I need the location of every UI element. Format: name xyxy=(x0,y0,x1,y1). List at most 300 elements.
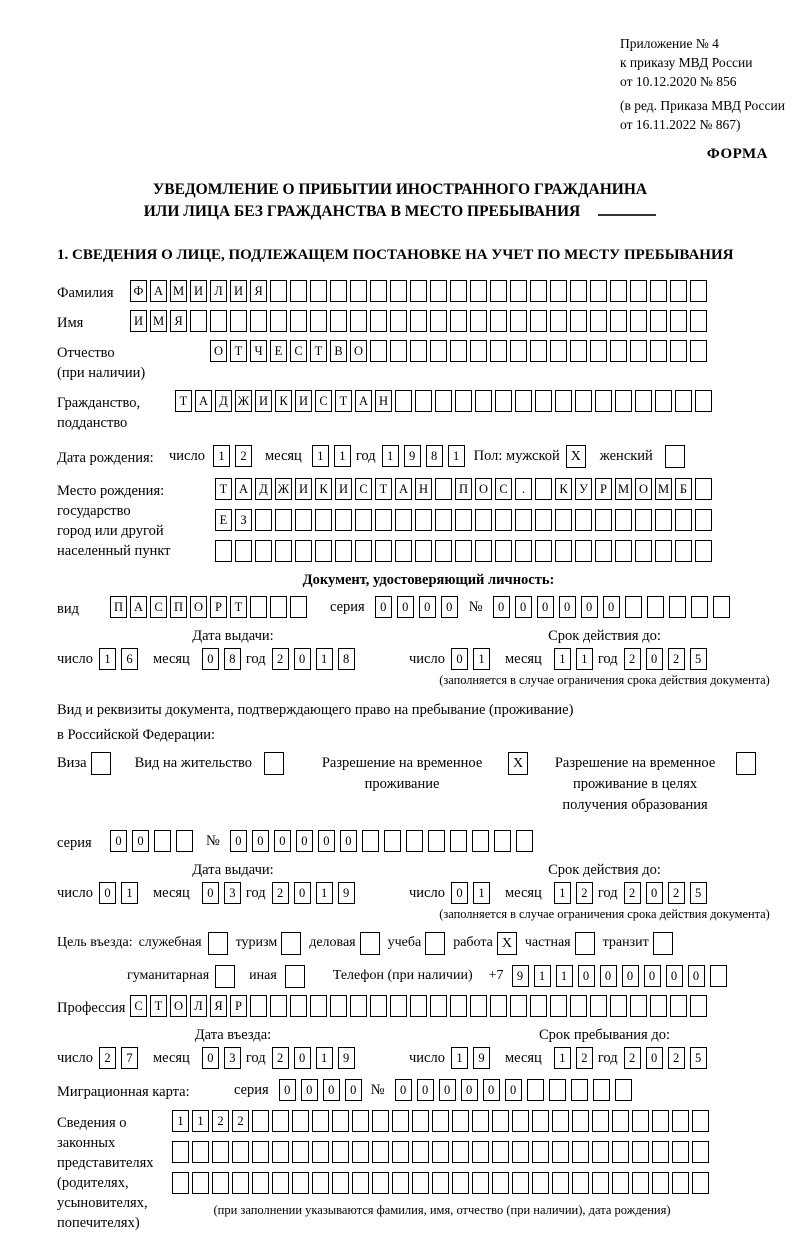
char-cell[interactable]: 0 xyxy=(419,596,436,618)
char-cell[interactable] xyxy=(690,340,707,362)
char-cell[interactable]: Р xyxy=(230,995,247,1017)
char-cell[interactable] xyxy=(270,310,287,332)
char-cell[interactable]: Т xyxy=(150,995,167,1017)
char-cell[interactable] xyxy=(430,340,447,362)
char-cell[interactable] xyxy=(390,995,407,1017)
char-cell[interactable] xyxy=(652,1110,669,1132)
char-cell[interactable] xyxy=(395,540,412,562)
char-cell[interactable]: Е xyxy=(215,509,232,531)
char-cell[interactable]: 9 xyxy=(512,965,529,987)
char-cell[interactable]: 0 xyxy=(340,830,357,852)
char-cell[interactable] xyxy=(312,1110,329,1132)
char-cell[interactable] xyxy=(410,280,427,302)
char-cell[interactable] xyxy=(412,1141,429,1163)
char-cell[interactable] xyxy=(690,280,707,302)
char-cell[interactable]: 0 xyxy=(688,965,705,987)
char-cell[interactable]: 0 xyxy=(646,882,663,904)
char-cell[interactable] xyxy=(510,340,527,362)
char-cell[interactable]: 0 xyxy=(578,965,595,987)
char-cell[interactable] xyxy=(552,1172,569,1194)
char-cell[interactable] xyxy=(550,995,567,1017)
char-cell[interactable] xyxy=(430,995,447,1017)
char-cell[interactable] xyxy=(492,1141,509,1163)
char-cell[interactable]: 0 xyxy=(202,1047,219,1069)
char-cell[interactable] xyxy=(315,540,332,562)
char-cell[interactable] xyxy=(370,340,387,362)
char-cell[interactable] xyxy=(292,1141,309,1163)
visa-checkbox[interactable] xyxy=(91,752,111,775)
char-cell[interactable] xyxy=(610,995,627,1017)
char-cell[interactable]: 0 xyxy=(252,830,269,852)
char-cell[interactable] xyxy=(532,1110,549,1132)
char-cell[interactable]: Ж xyxy=(275,478,292,500)
char-cell[interactable] xyxy=(675,390,692,412)
char-cell[interactable]: Т xyxy=(310,340,327,362)
char-cell[interactable] xyxy=(655,509,672,531)
char-cell[interactable]: 2 xyxy=(576,1047,593,1069)
char-cell[interactable] xyxy=(490,995,507,1017)
char-cell[interactable] xyxy=(691,596,708,618)
char-cell[interactable] xyxy=(695,509,712,531)
char-cell[interactable] xyxy=(370,310,387,332)
char-cell[interactable] xyxy=(669,596,686,618)
char-cell[interactable] xyxy=(452,1110,469,1132)
char-cell[interactable]: 0 xyxy=(646,648,663,670)
char-cell[interactable] xyxy=(593,1079,610,1101)
char-cell[interactable] xyxy=(432,1110,449,1132)
char-cell[interactable] xyxy=(215,540,232,562)
char-cell[interactable] xyxy=(510,280,527,302)
char-cell[interactable]: С xyxy=(150,596,167,618)
char-cell[interactable]: 2 xyxy=(624,882,641,904)
char-cell[interactable] xyxy=(675,540,692,562)
char-cell[interactable]: А xyxy=(395,478,412,500)
char-cell[interactable] xyxy=(516,830,533,852)
char-cell[interactable] xyxy=(335,540,352,562)
char-cell[interactable]: 0 xyxy=(294,882,311,904)
char-cell[interactable] xyxy=(690,995,707,1017)
char-cell[interactable]: А xyxy=(195,390,212,412)
char-cell[interactable]: 0 xyxy=(274,830,291,852)
char-cell[interactable] xyxy=(470,310,487,332)
char-cell[interactable] xyxy=(450,830,467,852)
char-cell[interactable] xyxy=(630,995,647,1017)
char-cell[interactable]: 2 xyxy=(668,648,685,670)
char-cell[interactable]: О xyxy=(475,478,492,500)
char-cell[interactable] xyxy=(410,995,427,1017)
char-cell[interactable] xyxy=(392,1110,409,1132)
char-cell[interactable]: Н xyxy=(415,478,432,500)
char-cell[interactable] xyxy=(595,540,612,562)
char-cell[interactable] xyxy=(395,390,412,412)
char-cell[interactable] xyxy=(632,1141,649,1163)
char-cell[interactable]: 0 xyxy=(644,965,661,987)
char-cell[interactable] xyxy=(635,509,652,531)
char-cell[interactable]: 0 xyxy=(493,596,510,618)
char-cell[interactable]: 0 xyxy=(294,1047,311,1069)
char-cell[interactable] xyxy=(615,1079,632,1101)
char-cell[interactable]: М xyxy=(150,310,167,332)
char-cell[interactable] xyxy=(652,1172,669,1194)
char-cell[interactable] xyxy=(192,1172,209,1194)
char-cell[interactable] xyxy=(415,540,432,562)
char-cell[interactable] xyxy=(250,995,267,1017)
char-cell[interactable]: О xyxy=(350,340,367,362)
char-cell[interactable] xyxy=(490,310,507,332)
char-cell[interactable] xyxy=(472,1141,489,1163)
char-cell[interactable] xyxy=(392,1172,409,1194)
char-cell[interactable] xyxy=(252,1110,269,1132)
char-cell[interactable] xyxy=(494,830,511,852)
char-cell[interactable]: М xyxy=(615,478,632,500)
char-cell[interactable] xyxy=(270,596,287,618)
char-cell[interactable] xyxy=(590,995,607,1017)
char-cell[interactable] xyxy=(355,509,372,531)
char-cell[interactable] xyxy=(210,310,227,332)
char-cell[interactable]: 0 xyxy=(132,830,149,852)
char-cell[interactable]: 0 xyxy=(451,648,468,670)
char-cell[interactable] xyxy=(552,1141,569,1163)
char-cell[interactable]: 0 xyxy=(581,596,598,618)
char-cell[interactable]: Л xyxy=(190,995,207,1017)
char-cell[interactable] xyxy=(475,540,492,562)
char-cell[interactable] xyxy=(250,596,267,618)
char-cell[interactable] xyxy=(470,340,487,362)
char-cell[interactable]: 2 xyxy=(624,648,641,670)
char-cell[interactable] xyxy=(390,340,407,362)
char-cell[interactable] xyxy=(515,509,532,531)
char-cell[interactable]: И xyxy=(230,280,247,302)
char-cell[interactable] xyxy=(352,1110,369,1132)
char-cell[interactable]: 5 xyxy=(690,882,707,904)
char-cell[interactable] xyxy=(435,509,452,531)
char-cell[interactable] xyxy=(412,1110,429,1132)
char-cell[interactable] xyxy=(635,540,652,562)
char-cell[interactable] xyxy=(450,280,467,302)
purpose-other-checkbox[interactable] xyxy=(285,965,305,988)
char-cell[interactable] xyxy=(472,1172,489,1194)
char-cell[interactable]: 0 xyxy=(603,596,620,618)
char-cell[interactable]: 8 xyxy=(338,648,355,670)
char-cell[interactable]: 2 xyxy=(576,882,593,904)
char-cell[interactable]: 0 xyxy=(483,1079,500,1101)
char-cell[interactable]: 9 xyxy=(473,1047,490,1069)
char-cell[interactable] xyxy=(672,1172,689,1194)
char-cell[interactable]: 0 xyxy=(375,596,392,618)
char-cell[interactable]: 0 xyxy=(296,830,313,852)
char-cell[interactable] xyxy=(430,280,447,302)
char-cell[interactable] xyxy=(384,830,401,852)
char-cell[interactable]: К xyxy=(275,390,292,412)
char-cell[interactable]: 2 xyxy=(232,1110,249,1132)
char-cell[interactable]: 0 xyxy=(294,648,311,670)
char-cell[interactable] xyxy=(370,995,387,1017)
char-cell[interactable]: 1 xyxy=(554,882,571,904)
char-cell[interactable] xyxy=(395,509,412,531)
char-cell[interactable] xyxy=(630,280,647,302)
char-cell[interactable]: 9 xyxy=(338,882,355,904)
char-cell[interactable]: 0 xyxy=(559,596,576,618)
char-cell[interactable] xyxy=(295,509,312,531)
char-cell[interactable] xyxy=(410,340,427,362)
purpose-tourism-checkbox[interactable] xyxy=(281,932,301,955)
char-cell[interactable] xyxy=(232,1172,249,1194)
char-cell[interactable] xyxy=(650,340,667,362)
char-cell[interactable]: 1 xyxy=(316,882,333,904)
char-cell[interactable]: Ч xyxy=(250,340,267,362)
char-cell[interactable] xyxy=(432,1141,449,1163)
char-cell[interactable] xyxy=(555,509,572,531)
char-cell[interactable] xyxy=(406,830,423,852)
char-cell[interactable]: 1 xyxy=(316,648,333,670)
char-cell[interactable] xyxy=(490,280,507,302)
char-cell[interactable]: 1 xyxy=(121,882,138,904)
purpose-study-checkbox[interactable] xyxy=(425,932,445,955)
purpose-humanitarian-checkbox[interactable] xyxy=(215,965,235,988)
char-cell[interactable] xyxy=(390,280,407,302)
char-cell[interactable] xyxy=(495,540,512,562)
char-cell[interactable] xyxy=(630,310,647,332)
char-cell[interactable]: 1 xyxy=(473,882,490,904)
char-cell[interactable] xyxy=(635,390,652,412)
char-cell[interactable] xyxy=(362,830,379,852)
char-cell[interactable] xyxy=(650,995,667,1017)
char-cell[interactable] xyxy=(295,540,312,562)
char-cell[interactable] xyxy=(713,596,730,618)
char-cell[interactable] xyxy=(610,280,627,302)
char-cell[interactable] xyxy=(330,280,347,302)
char-cell[interactable] xyxy=(452,1141,469,1163)
char-cell[interactable] xyxy=(625,596,642,618)
temp-residence-checkbox[interactable]: X xyxy=(508,752,528,775)
char-cell[interactable] xyxy=(512,1110,529,1132)
char-cell[interactable] xyxy=(570,280,587,302)
char-cell[interactable] xyxy=(435,540,452,562)
char-cell[interactable] xyxy=(192,1141,209,1163)
char-cell[interactable] xyxy=(315,509,332,531)
char-cell[interactable] xyxy=(235,540,252,562)
char-cell[interactable] xyxy=(495,509,512,531)
char-cell[interactable] xyxy=(690,310,707,332)
char-cell[interactable] xyxy=(710,965,727,987)
char-cell[interactable]: А xyxy=(355,390,372,412)
char-cell[interactable] xyxy=(290,596,307,618)
char-cell[interactable]: 2 xyxy=(235,445,252,467)
char-cell[interactable]: 1 xyxy=(172,1110,189,1132)
char-cell[interactable] xyxy=(530,995,547,1017)
char-cell[interactable] xyxy=(312,1141,329,1163)
char-cell[interactable] xyxy=(530,340,547,362)
char-cell[interactable] xyxy=(172,1172,189,1194)
char-cell[interactable]: П xyxy=(110,596,127,618)
char-cell[interactable] xyxy=(290,995,307,1017)
char-cell[interactable]: С xyxy=(290,340,307,362)
char-cell[interactable] xyxy=(310,280,327,302)
char-cell[interactable] xyxy=(527,1079,544,1101)
char-cell[interactable] xyxy=(350,995,367,1017)
char-cell[interactable]: М xyxy=(655,478,672,500)
char-cell[interactable] xyxy=(176,830,193,852)
char-cell[interactable] xyxy=(615,509,632,531)
char-cell[interactable] xyxy=(595,390,612,412)
char-cell[interactable]: 1 xyxy=(334,445,351,467)
char-cell[interactable]: Д xyxy=(255,478,272,500)
char-cell[interactable] xyxy=(475,509,492,531)
char-cell[interactable] xyxy=(615,390,632,412)
char-cell[interactable]: 2 xyxy=(668,882,685,904)
char-cell[interactable] xyxy=(692,1172,709,1194)
char-cell[interactable]: С xyxy=(495,478,512,500)
sex-female-checkbox[interactable] xyxy=(665,445,685,468)
char-cell[interactable] xyxy=(655,390,672,412)
char-cell[interactable] xyxy=(612,1141,629,1163)
char-cell[interactable] xyxy=(512,1141,529,1163)
char-cell[interactable]: Я xyxy=(250,280,267,302)
char-cell[interactable] xyxy=(632,1172,649,1194)
char-cell[interactable] xyxy=(592,1172,609,1194)
char-cell[interactable] xyxy=(575,390,592,412)
char-cell[interactable] xyxy=(470,995,487,1017)
char-cell[interactable] xyxy=(592,1141,609,1163)
char-cell[interactable]: 2 xyxy=(272,1047,289,1069)
purpose-private-checkbox[interactable] xyxy=(575,932,595,955)
char-cell[interactable] xyxy=(330,995,347,1017)
char-cell[interactable] xyxy=(350,280,367,302)
char-cell[interactable] xyxy=(410,310,427,332)
char-cell[interactable]: Я xyxy=(170,310,187,332)
char-cell[interactable] xyxy=(290,280,307,302)
char-cell[interactable]: 0 xyxy=(441,596,458,618)
char-cell[interactable] xyxy=(428,830,445,852)
char-cell[interactable]: А xyxy=(130,596,147,618)
char-cell[interactable] xyxy=(332,1141,349,1163)
char-cell[interactable] xyxy=(575,509,592,531)
char-cell[interactable] xyxy=(532,1172,549,1194)
char-cell[interactable]: Н xyxy=(375,390,392,412)
char-cell[interactable]: О xyxy=(635,478,652,500)
char-cell[interactable]: 1 xyxy=(554,1047,571,1069)
char-cell[interactable]: О xyxy=(210,340,227,362)
char-cell[interactable]: А xyxy=(235,478,252,500)
char-cell[interactable]: Т xyxy=(335,390,352,412)
char-cell[interactable] xyxy=(290,310,307,332)
char-cell[interactable]: Л xyxy=(210,280,227,302)
char-cell[interactable]: 0 xyxy=(230,830,247,852)
char-cell[interactable] xyxy=(510,995,527,1017)
char-cell[interactable]: З xyxy=(235,509,252,531)
char-cell[interactable]: Т xyxy=(230,340,247,362)
char-cell[interactable] xyxy=(515,390,532,412)
char-cell[interactable] xyxy=(292,1172,309,1194)
char-cell[interactable] xyxy=(212,1141,229,1163)
char-cell[interactable] xyxy=(670,340,687,362)
char-cell[interactable] xyxy=(252,1172,269,1194)
char-cell[interactable] xyxy=(255,540,272,562)
char-cell[interactable] xyxy=(570,340,587,362)
char-cell[interactable] xyxy=(692,1110,709,1132)
char-cell[interactable]: С xyxy=(315,390,332,412)
char-cell[interactable]: Д xyxy=(215,390,232,412)
char-cell[interactable] xyxy=(270,995,287,1017)
char-cell[interactable]: 0 xyxy=(439,1079,456,1101)
char-cell[interactable] xyxy=(492,1110,509,1132)
char-cell[interactable]: 9 xyxy=(338,1047,355,1069)
char-cell[interactable]: У xyxy=(575,478,592,500)
char-cell[interactable] xyxy=(352,1141,369,1163)
char-cell[interactable]: 1 xyxy=(448,445,465,467)
char-cell[interactable] xyxy=(375,540,392,562)
char-cell[interactable] xyxy=(535,509,552,531)
char-cell[interactable]: 5 xyxy=(690,1047,707,1069)
char-cell[interactable]: Т xyxy=(175,390,192,412)
char-cell[interactable] xyxy=(549,1079,566,1101)
char-cell[interactable]: Я xyxy=(210,995,227,1017)
char-cell[interactable] xyxy=(570,310,587,332)
char-cell[interactable] xyxy=(530,280,547,302)
char-cell[interactable] xyxy=(472,830,489,852)
char-cell[interactable]: 3 xyxy=(224,1047,241,1069)
char-cell[interactable] xyxy=(450,340,467,362)
char-cell[interactable] xyxy=(535,390,552,412)
char-cell[interactable] xyxy=(572,1110,589,1132)
char-cell[interactable] xyxy=(392,1141,409,1163)
char-cell[interactable] xyxy=(510,310,527,332)
char-cell[interactable]: С xyxy=(355,478,372,500)
char-cell[interactable]: 0 xyxy=(99,882,116,904)
char-cell[interactable] xyxy=(672,1110,689,1132)
char-cell[interactable] xyxy=(372,1141,389,1163)
char-cell[interactable] xyxy=(452,1172,469,1194)
char-cell[interactable] xyxy=(475,390,492,412)
char-cell[interactable] xyxy=(412,1172,429,1194)
char-cell[interactable] xyxy=(372,1172,389,1194)
char-cell[interactable] xyxy=(330,310,347,332)
char-cell[interactable]: О xyxy=(170,995,187,1017)
char-cell[interactable] xyxy=(572,1141,589,1163)
char-cell[interactable]: 0 xyxy=(110,830,127,852)
char-cell[interactable] xyxy=(532,1141,549,1163)
char-cell[interactable] xyxy=(250,310,267,332)
char-cell[interactable] xyxy=(552,1110,569,1132)
char-cell[interactable]: М xyxy=(170,280,187,302)
char-cell[interactable] xyxy=(372,1110,389,1132)
char-cell[interactable]: 0 xyxy=(505,1079,522,1101)
char-cell[interactable]: 2 xyxy=(99,1047,116,1069)
char-cell[interactable]: Т xyxy=(230,596,247,618)
char-cell[interactable] xyxy=(575,540,592,562)
char-cell[interactable] xyxy=(275,509,292,531)
char-cell[interactable] xyxy=(612,1172,629,1194)
char-cell[interactable] xyxy=(695,540,712,562)
char-cell[interactable] xyxy=(332,1110,349,1132)
char-cell[interactable] xyxy=(572,1172,589,1194)
char-cell[interactable] xyxy=(555,540,572,562)
char-cell[interactable]: 1 xyxy=(451,1047,468,1069)
char-cell[interactable] xyxy=(415,390,432,412)
char-cell[interactable] xyxy=(270,280,287,302)
char-cell[interactable]: 5 xyxy=(690,648,707,670)
char-cell[interactable]: 1 xyxy=(192,1110,209,1132)
char-cell[interactable] xyxy=(272,1172,289,1194)
char-cell[interactable] xyxy=(535,540,552,562)
sex-male-checkbox[interactable]: X xyxy=(566,445,586,468)
char-cell[interactable]: 0 xyxy=(279,1079,296,1101)
char-cell[interactable] xyxy=(695,390,712,412)
char-cell[interactable] xyxy=(190,310,207,332)
char-cell[interactable] xyxy=(390,310,407,332)
char-cell[interactable] xyxy=(535,478,552,500)
char-cell[interactable] xyxy=(450,995,467,1017)
